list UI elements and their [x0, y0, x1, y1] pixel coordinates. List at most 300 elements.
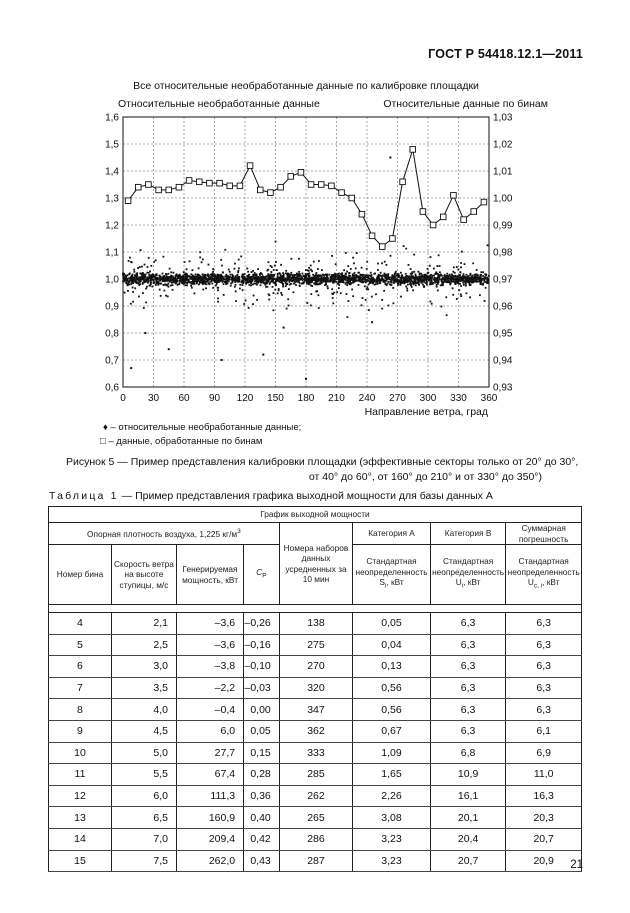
- raw-data-point: [271, 266, 273, 268]
- raw-data-point: [234, 263, 236, 265]
- raw-data-point: [387, 283, 389, 285]
- raw-data-point: [375, 281, 377, 283]
- raw-data-point: [234, 268, 236, 270]
- raw-data-point: [324, 284, 326, 286]
- raw-data-point: [235, 284, 237, 286]
- raw-data-point: [156, 275, 158, 277]
- table-cell: –0,03: [244, 677, 280, 699]
- raw-data-point: [170, 277, 172, 279]
- raw-data-point: [274, 265, 276, 267]
- raw-data-point: [482, 275, 484, 277]
- table-row: [49, 613, 582, 635]
- raw-data-point: [482, 278, 484, 280]
- raw-data-point: [250, 285, 252, 287]
- y-left-tick-label: 1,2: [105, 220, 119, 232]
- raw-data-point: [273, 278, 275, 280]
- raw-data-point: [248, 274, 250, 276]
- table-cell: 11,0: [506, 764, 582, 786]
- raw-data-point: [185, 282, 187, 284]
- raw-data-point: [296, 273, 298, 275]
- raw-data-point: [364, 285, 366, 287]
- raw-data-point: [347, 265, 349, 267]
- table-cell: 6,9: [506, 742, 582, 764]
- raw-data-point: [300, 275, 302, 277]
- raw-data-point: [453, 280, 455, 282]
- raw-data-point: [238, 268, 240, 270]
- raw-data-point: [184, 261, 186, 263]
- raw-data-point: [199, 282, 201, 284]
- raw-data-point: [479, 280, 481, 282]
- raw-data-point: [242, 284, 244, 286]
- raw-data-point: [141, 266, 143, 268]
- raw-data-point: [431, 276, 433, 278]
- raw-data-point: [270, 271, 272, 273]
- raw-data-point: [396, 275, 398, 277]
- raw-data-point: [413, 271, 415, 273]
- raw-data-point: [324, 280, 326, 282]
- raw-data-point: [291, 280, 293, 282]
- x-tick-label: 330: [450, 393, 467, 404]
- raw-data-point: [170, 285, 172, 287]
- raw-data-point: [139, 266, 141, 268]
- raw-data-point: [465, 283, 467, 285]
- raw-data-point: [459, 278, 461, 280]
- raw-data-point: [147, 266, 149, 268]
- raw-data-point: [230, 279, 232, 281]
- raw-data-point: [240, 256, 242, 258]
- x-axis-label: Направление ветра, град: [364, 406, 488, 418]
- table-cell: 3,23: [353, 828, 431, 850]
- raw-data-point: [128, 282, 130, 284]
- raw-data-point: [345, 283, 347, 285]
- table-cell: 1,65: [353, 764, 431, 786]
- chart-title: Все относительные необработанные данные по калибровке площадки: [133, 80, 479, 92]
- raw-data-point: [280, 279, 282, 281]
- raw-data-point: [366, 261, 368, 263]
- raw-data-point: [350, 268, 352, 270]
- binned-point: [349, 195, 355, 201]
- raw-data-point: [318, 260, 320, 262]
- raw-data-point: [409, 279, 411, 281]
- raw-data-point: [485, 281, 487, 283]
- table-cell: –3,6: [176, 634, 243, 656]
- raw-data-point: [205, 287, 207, 289]
- table-cell: 6,3: [506, 699, 582, 721]
- raw-data-point: [458, 289, 460, 291]
- raw-data-point: [458, 269, 460, 271]
- raw-data-point: [469, 296, 471, 298]
- raw-data-point: [326, 276, 328, 278]
- raw-data-point: [450, 276, 452, 278]
- table-cell: 7,0: [111, 828, 176, 850]
- raw-data-point: [394, 278, 396, 280]
- raw-data-point: [286, 308, 288, 310]
- binned-point: [379, 244, 385, 250]
- raw-data-point: [276, 269, 278, 271]
- raw-data-point: [319, 280, 321, 282]
- raw-data-point: [177, 284, 179, 286]
- raw-data-point: [235, 290, 237, 292]
- x-tick-label: 180: [297, 393, 315, 404]
- raw-data-point: [231, 281, 233, 283]
- raw-data-point: [280, 292, 282, 294]
- raw-data-point: [235, 300, 237, 302]
- raw-data-point: [371, 280, 373, 282]
- raw-data-point: [259, 280, 261, 282]
- binned-point: [400, 179, 406, 185]
- raw-data-point: [341, 281, 343, 283]
- raw-data-point: [307, 274, 309, 276]
- raw-data-point: [151, 286, 153, 288]
- binned-point: [196, 179, 202, 185]
- raw-data-point: [136, 282, 138, 284]
- x-tick-label: 240: [358, 393, 376, 404]
- y-right-tick-label: 1,03: [493, 112, 513, 124]
- table-cell: 11: [49, 764, 112, 786]
- raw-data-point: [212, 271, 214, 273]
- raw-data-point: [455, 275, 457, 277]
- raw-data-point: [299, 273, 301, 275]
- raw-data-point: [420, 282, 422, 284]
- raw-data-point: [472, 277, 474, 279]
- standard-header: ГОСТ Р 54418.12.1—2011: [428, 47, 583, 61]
- raw-data-point: [263, 282, 265, 284]
- table-cell: 15: [49, 850, 112, 872]
- x-tick-label: 30: [147, 393, 160, 404]
- raw-data-point: [379, 281, 381, 283]
- raw-data-point: [179, 281, 181, 283]
- raw-data-point: [422, 279, 424, 281]
- raw-data-point: [217, 301, 219, 303]
- raw-data-point: [383, 290, 385, 292]
- raw-data-point: [350, 279, 352, 281]
- raw-data-point: [353, 262, 355, 264]
- raw-data-point: [213, 279, 215, 281]
- raw-data-point: [223, 283, 225, 285]
- raw-data-point: [371, 274, 373, 276]
- y-left-tick-label: 0,7: [105, 355, 119, 367]
- table-cell: 6,3: [430, 613, 506, 635]
- raw-data-point: [149, 285, 151, 287]
- raw-data-point: [221, 265, 223, 267]
- raw-data-point: [346, 284, 348, 286]
- raw-data-point: [371, 279, 373, 281]
- raw-data-point: [425, 280, 427, 282]
- raw-data-point: [317, 284, 319, 286]
- table-cell: 6,3: [506, 677, 582, 699]
- table-cell: 20,3: [506, 807, 582, 829]
- raw-data-point: [273, 281, 275, 283]
- raw-data-point: [278, 277, 280, 279]
- raw-data-point: [198, 267, 200, 269]
- raw-data-point: [439, 275, 441, 277]
- raw-data-point: [321, 269, 323, 271]
- raw-data-point: [156, 283, 158, 285]
- raw-data-point: [271, 274, 273, 276]
- raw-data-point: [172, 289, 174, 291]
- table-cell: 4,5: [111, 720, 176, 742]
- raw-data-point: [282, 286, 284, 288]
- raw-data-point: [138, 277, 140, 279]
- table-cell: 3,5: [111, 677, 176, 699]
- raw-data-point: [310, 269, 312, 271]
- raw-data-point: [167, 280, 169, 282]
- raw-data-point: [182, 278, 184, 280]
- raw-data-point: [132, 291, 134, 293]
- raw-data-point: [237, 272, 239, 274]
- raw-data-point: [476, 277, 478, 279]
- raw-data-point: [130, 303, 132, 305]
- table-row: [49, 764, 582, 786]
- raw-data-point: [454, 277, 456, 279]
- raw-data-point: [273, 309, 275, 311]
- raw-data-point: [136, 272, 138, 274]
- raw-data-point: [302, 273, 304, 275]
- raw-data-point: [432, 283, 434, 285]
- raw-data-point: [365, 299, 367, 301]
- table-cell: 138: [279, 613, 352, 635]
- raw-data-point: [224, 281, 226, 283]
- raw-data-point: [267, 273, 269, 275]
- raw-data-point: [215, 285, 217, 287]
- legend-raw: ♦ – относительные необработанные данные;: [103, 422, 302, 433]
- raw-data-point: [430, 256, 432, 258]
- y-right-tick-label: 0,95: [493, 328, 513, 340]
- raw-data-point: [400, 279, 402, 281]
- raw-data-point: [452, 271, 454, 273]
- raw-data-point: [129, 257, 131, 259]
- raw-data-point: [437, 290, 439, 292]
- table-cell: 12: [49, 785, 112, 807]
- raw-data-point: [365, 282, 367, 284]
- raw-data-point: [412, 289, 414, 291]
- raw-data-point: [273, 269, 275, 271]
- raw-data-point: [295, 274, 297, 276]
- raw-data-point: [348, 277, 350, 279]
- raw-data-point: [420, 276, 422, 278]
- raw-data-point: [439, 278, 441, 280]
- raw-data-point: [150, 279, 152, 281]
- raw-data-point: [418, 284, 420, 286]
- raw-data-point: [406, 275, 408, 277]
- raw-data-point: [274, 289, 276, 291]
- raw-data-point: [438, 254, 440, 256]
- raw-data-point: [303, 281, 305, 283]
- raw-data-point: [380, 272, 382, 274]
- y-left-tick-label: 0,6: [105, 382, 119, 394]
- y-left-tick-label: 1,6: [105, 112, 119, 124]
- u-sub: i: [461, 583, 464, 591]
- raw-data-point: [160, 276, 162, 278]
- raw-data-point: [307, 281, 309, 283]
- raw-data-point: [415, 282, 417, 284]
- raw-data-point: [322, 279, 324, 281]
- raw-data-point: [431, 303, 433, 305]
- raw-data-point: [273, 292, 275, 294]
- raw-data-point: [128, 273, 130, 275]
- binned-point: [268, 190, 274, 196]
- raw-data-point: [356, 275, 358, 277]
- raw-data-point: [249, 284, 251, 286]
- raw-data-point: [142, 292, 144, 294]
- raw-data-point: [349, 281, 351, 283]
- raw-data-point: [281, 294, 283, 296]
- raw-data-point: [281, 282, 283, 284]
- table-row: [49, 634, 582, 656]
- raw-data-point: [386, 264, 388, 266]
- raw-data-point: [252, 303, 254, 305]
- binned-point: [237, 183, 243, 189]
- raw-data-point: [463, 275, 465, 277]
- table-cell: 27,7: [176, 742, 243, 764]
- x-tick-label: 90: [208, 393, 221, 404]
- raw-data-point: [315, 278, 317, 280]
- table-row: [49, 677, 582, 699]
- raw-data-point: [140, 249, 142, 251]
- raw-data-point: [155, 277, 157, 279]
- density-sup: 3: [237, 528, 241, 536]
- raw-data-point: [367, 288, 369, 290]
- binned-point: [186, 178, 192, 184]
- raw-data-point: [245, 283, 247, 285]
- raw-data-point: [268, 293, 270, 295]
- uc-sub: c, i: [533, 583, 543, 591]
- raw-data-point: [160, 283, 162, 285]
- raw-data-point: [217, 298, 219, 300]
- table-row: [49, 828, 582, 850]
- y-right-tick-label: 1,02: [493, 139, 513, 151]
- raw-data-point: [195, 274, 197, 276]
- raw-data-point: [337, 283, 339, 285]
- raw-data-point: [143, 275, 145, 277]
- raw-data-point: [331, 278, 333, 280]
- raw-data-point: [237, 274, 239, 276]
- raw-data-point: [301, 278, 303, 280]
- raw-data-point: [400, 296, 402, 298]
- raw-data-point: [320, 282, 322, 284]
- raw-data-point: [128, 260, 130, 262]
- raw-data-point: [413, 277, 415, 279]
- raw-data-point: [341, 272, 343, 274]
- table-cell: 14: [49, 828, 112, 850]
- binned-point: [166, 187, 172, 193]
- raw-data-point: [449, 274, 451, 276]
- raw-data-point: [217, 287, 219, 289]
- raw-data-point: [212, 283, 214, 285]
- raw-data-point: [272, 286, 274, 288]
- raw-data-point: [143, 307, 145, 309]
- raw-data-point: [407, 284, 409, 286]
- raw-data-point: [335, 263, 337, 265]
- raw-data-point: [484, 273, 486, 275]
- raw-data-point: [222, 278, 224, 280]
- raw-data-point: [179, 275, 181, 277]
- raw-data-point: [462, 276, 464, 278]
- raw-data-point: [278, 290, 280, 292]
- raw-data-point: [375, 293, 377, 295]
- raw-data-point: [183, 271, 185, 273]
- raw-data-point: [329, 274, 331, 276]
- raw-data-point: [142, 282, 144, 284]
- raw-data-point: [169, 268, 171, 270]
- raw-data-point: [346, 293, 348, 295]
- raw-data-point: [413, 280, 415, 282]
- raw-data-point: [403, 279, 405, 281]
- raw-data-point: [431, 278, 433, 280]
- table-cell: 5,0: [111, 742, 176, 764]
- binned-point: [247, 163, 253, 169]
- raw-data-point: [460, 266, 462, 268]
- raw-data-point: [430, 301, 432, 303]
- raw-data-point: [264, 284, 266, 286]
- table-cell: 6,3: [430, 677, 506, 699]
- table-row: [49, 656, 582, 678]
- raw-data-point: [371, 296, 373, 298]
- raw-data-point: [447, 278, 449, 280]
- table-cell: 16,3: [506, 785, 582, 807]
- raw-data-point: [148, 274, 150, 276]
- table-cell: 160,9: [176, 807, 243, 829]
- raw-data-point: [390, 281, 392, 283]
- raw-data-point: [441, 278, 443, 280]
- table-cell: 2,5: [111, 634, 176, 656]
- table-cell: –0,16: [244, 634, 280, 656]
- raw-data-point: [266, 280, 268, 282]
- raw-data-point: [407, 278, 409, 280]
- figure-caption: [60, 455, 580, 485]
- table-cell: –0,26: [244, 613, 280, 635]
- table-cell: 6,3: [430, 720, 506, 742]
- binned-point: [481, 199, 487, 205]
- raw-data-point: [426, 277, 428, 279]
- raw-data-point: [317, 277, 319, 279]
- raw-data-point: [426, 284, 428, 286]
- table-cell: 10: [49, 742, 112, 764]
- raw-data-point: [405, 286, 407, 288]
- raw-data-point: [361, 267, 363, 269]
- raw-data-point: [479, 294, 481, 296]
- raw-data-point: [387, 274, 389, 276]
- raw-data-point: [226, 274, 228, 276]
- raw-data-point: [193, 279, 195, 281]
- binned-point: [308, 182, 314, 188]
- raw-data-point: [134, 279, 136, 281]
- raw-data-point: [384, 261, 386, 263]
- binned-point: [135, 184, 141, 190]
- raw-data-point: [334, 274, 336, 276]
- uc-header: [506, 545, 582, 605]
- raw-data-point: [194, 276, 196, 278]
- table-cell: 0,28: [244, 764, 280, 786]
- raw-data-point: [379, 275, 381, 277]
- raw-data-point: [389, 283, 391, 285]
- raw-data-point: [221, 359, 223, 361]
- binned-point: [176, 184, 182, 190]
- raw-data-point: [217, 289, 219, 291]
- raw-data-point: [132, 287, 134, 289]
- y-right-tick-label: 0,96: [493, 301, 513, 313]
- chart-grid: [123, 117, 489, 387]
- raw-data-point: [441, 306, 443, 308]
- raw-data-point: [280, 264, 282, 266]
- raw-data-point: [160, 280, 162, 282]
- table-cell: 209,4: [176, 828, 243, 850]
- raw-data-point: [183, 283, 185, 285]
- raw-data-point: [324, 274, 326, 276]
- raw-data-point: [131, 261, 133, 263]
- raw-data-point: [302, 283, 304, 285]
- raw-data-point: [415, 275, 417, 277]
